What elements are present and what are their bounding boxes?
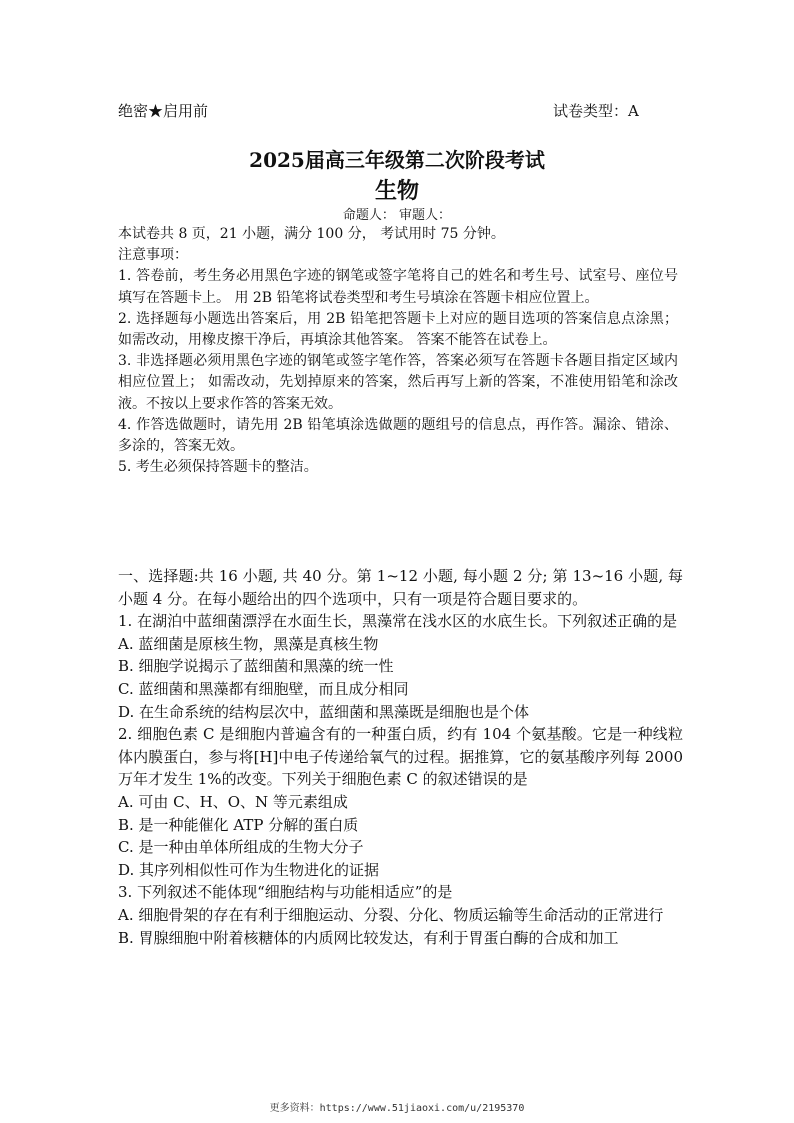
subject-title: 生物 <box>374 178 419 204</box>
author-line: 命题人： 审题人： <box>342 208 452 223</box>
question-stem: 3. 下列叙述不能体现“细胞结构与功能相适应”的是 <box>118 883 453 902</box>
footer-link[interactable]: 更多资料：https://www.51jiaoxi.com/u/2195370 <box>269 1103 525 1114</box>
section-heading: 一、选择题:共 16 小题, 共 40 分。第 1~12 小题, 每小题 2 分; 第 13~16 小题, 每小题 4 分。在每小题给出的四个选项中，只有一项是符合题目要求的。 <box>118 567 683 608</box>
question-option: A. 可由 C、H、O、N 等元素组成 <box>118 792 348 811</box>
paper-type-label: 试卷类型：A <box>553 102 639 120</box>
note-item: 3. 非选择题必须用黑色字迹的钢笔或签字笔作答，答案必须写在答题卡各题目指定区域内相应位置上； 如需改动，先划掉原来的答案，然后再写上新的答案，不准使用铅笔和涂改液。不按以上要求作答的答案无效。 <box>118 353 678 412</box>
note-item: 5. 考生必须保持答题卡的整洁。 <box>118 459 318 476</box>
instructions-block <box>118 224 678 478</box>
question-option: A. 蓝细菌是原核生物，黑藻是真核生物 <box>118 634 379 653</box>
question-stem: 1. 在湖泊中蓝细菌漂浮在水面生长，黑藻常在浅水区的水底生长。下列叙述正确的是 <box>118 612 678 631</box>
note-item: 1. 答卷前，考生务必用黑色字迹的钢笔或签字笔将自己的姓名和考生号、试室号、座位号填写在答题卡上。 用 2B 铅笔将试卷类型和考生号填涂在答题卡相应位置上。 <box>118 268 678 306</box>
question-option: B. 细胞学说揭示了蓝细菌和黑藻的统一性 <box>118 657 394 676</box>
question-option: C. 是一种由单体所组成的生物大分子 <box>118 838 364 857</box>
question-option: B. 是一种能催化 ATP 分解的蛋白质 <box>118 815 359 834</box>
confidential-label: 绝密★启用前 <box>118 102 209 120</box>
question-stem: 2. 细胞色素 C 是细胞内普遍含有的一种蛋白质，约有 104 个氨基酸。它是一种线粒体内膜蛋白，参与将[H]中电子传递给氧气的过程。据推算，它的氨基酸序列每 2000 万年才发生 1%的改变。下列关于细胞色素 C 的叙述错误的是 <box>118 725 683 789</box>
question-option: D. 在生命系统的结构层次中，蓝细菌和黑藻既是细胞也是个体 <box>118 702 530 721</box>
section-choice <box>118 565 683 949</box>
exam-intro: 本试卷共 8 页，21 小题，满分 100 分， 考试用时 75 分钟。 <box>118 226 505 242</box>
note-item: 2. 选择题每小题选出答案后，用 2B 铅笔把答题卡上对应的题目选项的答案信息点涂黑；如需改动，用橡皮擦干净后，再填涂其他答案。 答案不能答在试卷上。 <box>118 310 678 349</box>
notes-heading: 注意事项： <box>118 247 188 264</box>
question-option: B. 胃腺细胞中附着核糖体的内质网比较发达，有利于胃蛋白酶的合成和加工 <box>118 928 619 947</box>
note-item: 4. 作答选做题时，请先用 2B 铅笔填涂选做题的题组号的信息点，再作答。漏涂、错涂、多涂的，答案无效。 <box>118 416 678 455</box>
exam-title: 2025届高三年级第二次阶段考试 <box>249 148 545 172</box>
question-option: D. 其序列相似性可作为生物进化的证据 <box>118 860 380 879</box>
question-option: C. 蓝细菌和黑藻都有细胞壁，而且成分相同 <box>118 679 409 698</box>
question-option: A. 细胞骨架的存在有利于细胞运动、分裂、分化、物质运输等生命活动的正常进行 <box>118 905 664 924</box>
